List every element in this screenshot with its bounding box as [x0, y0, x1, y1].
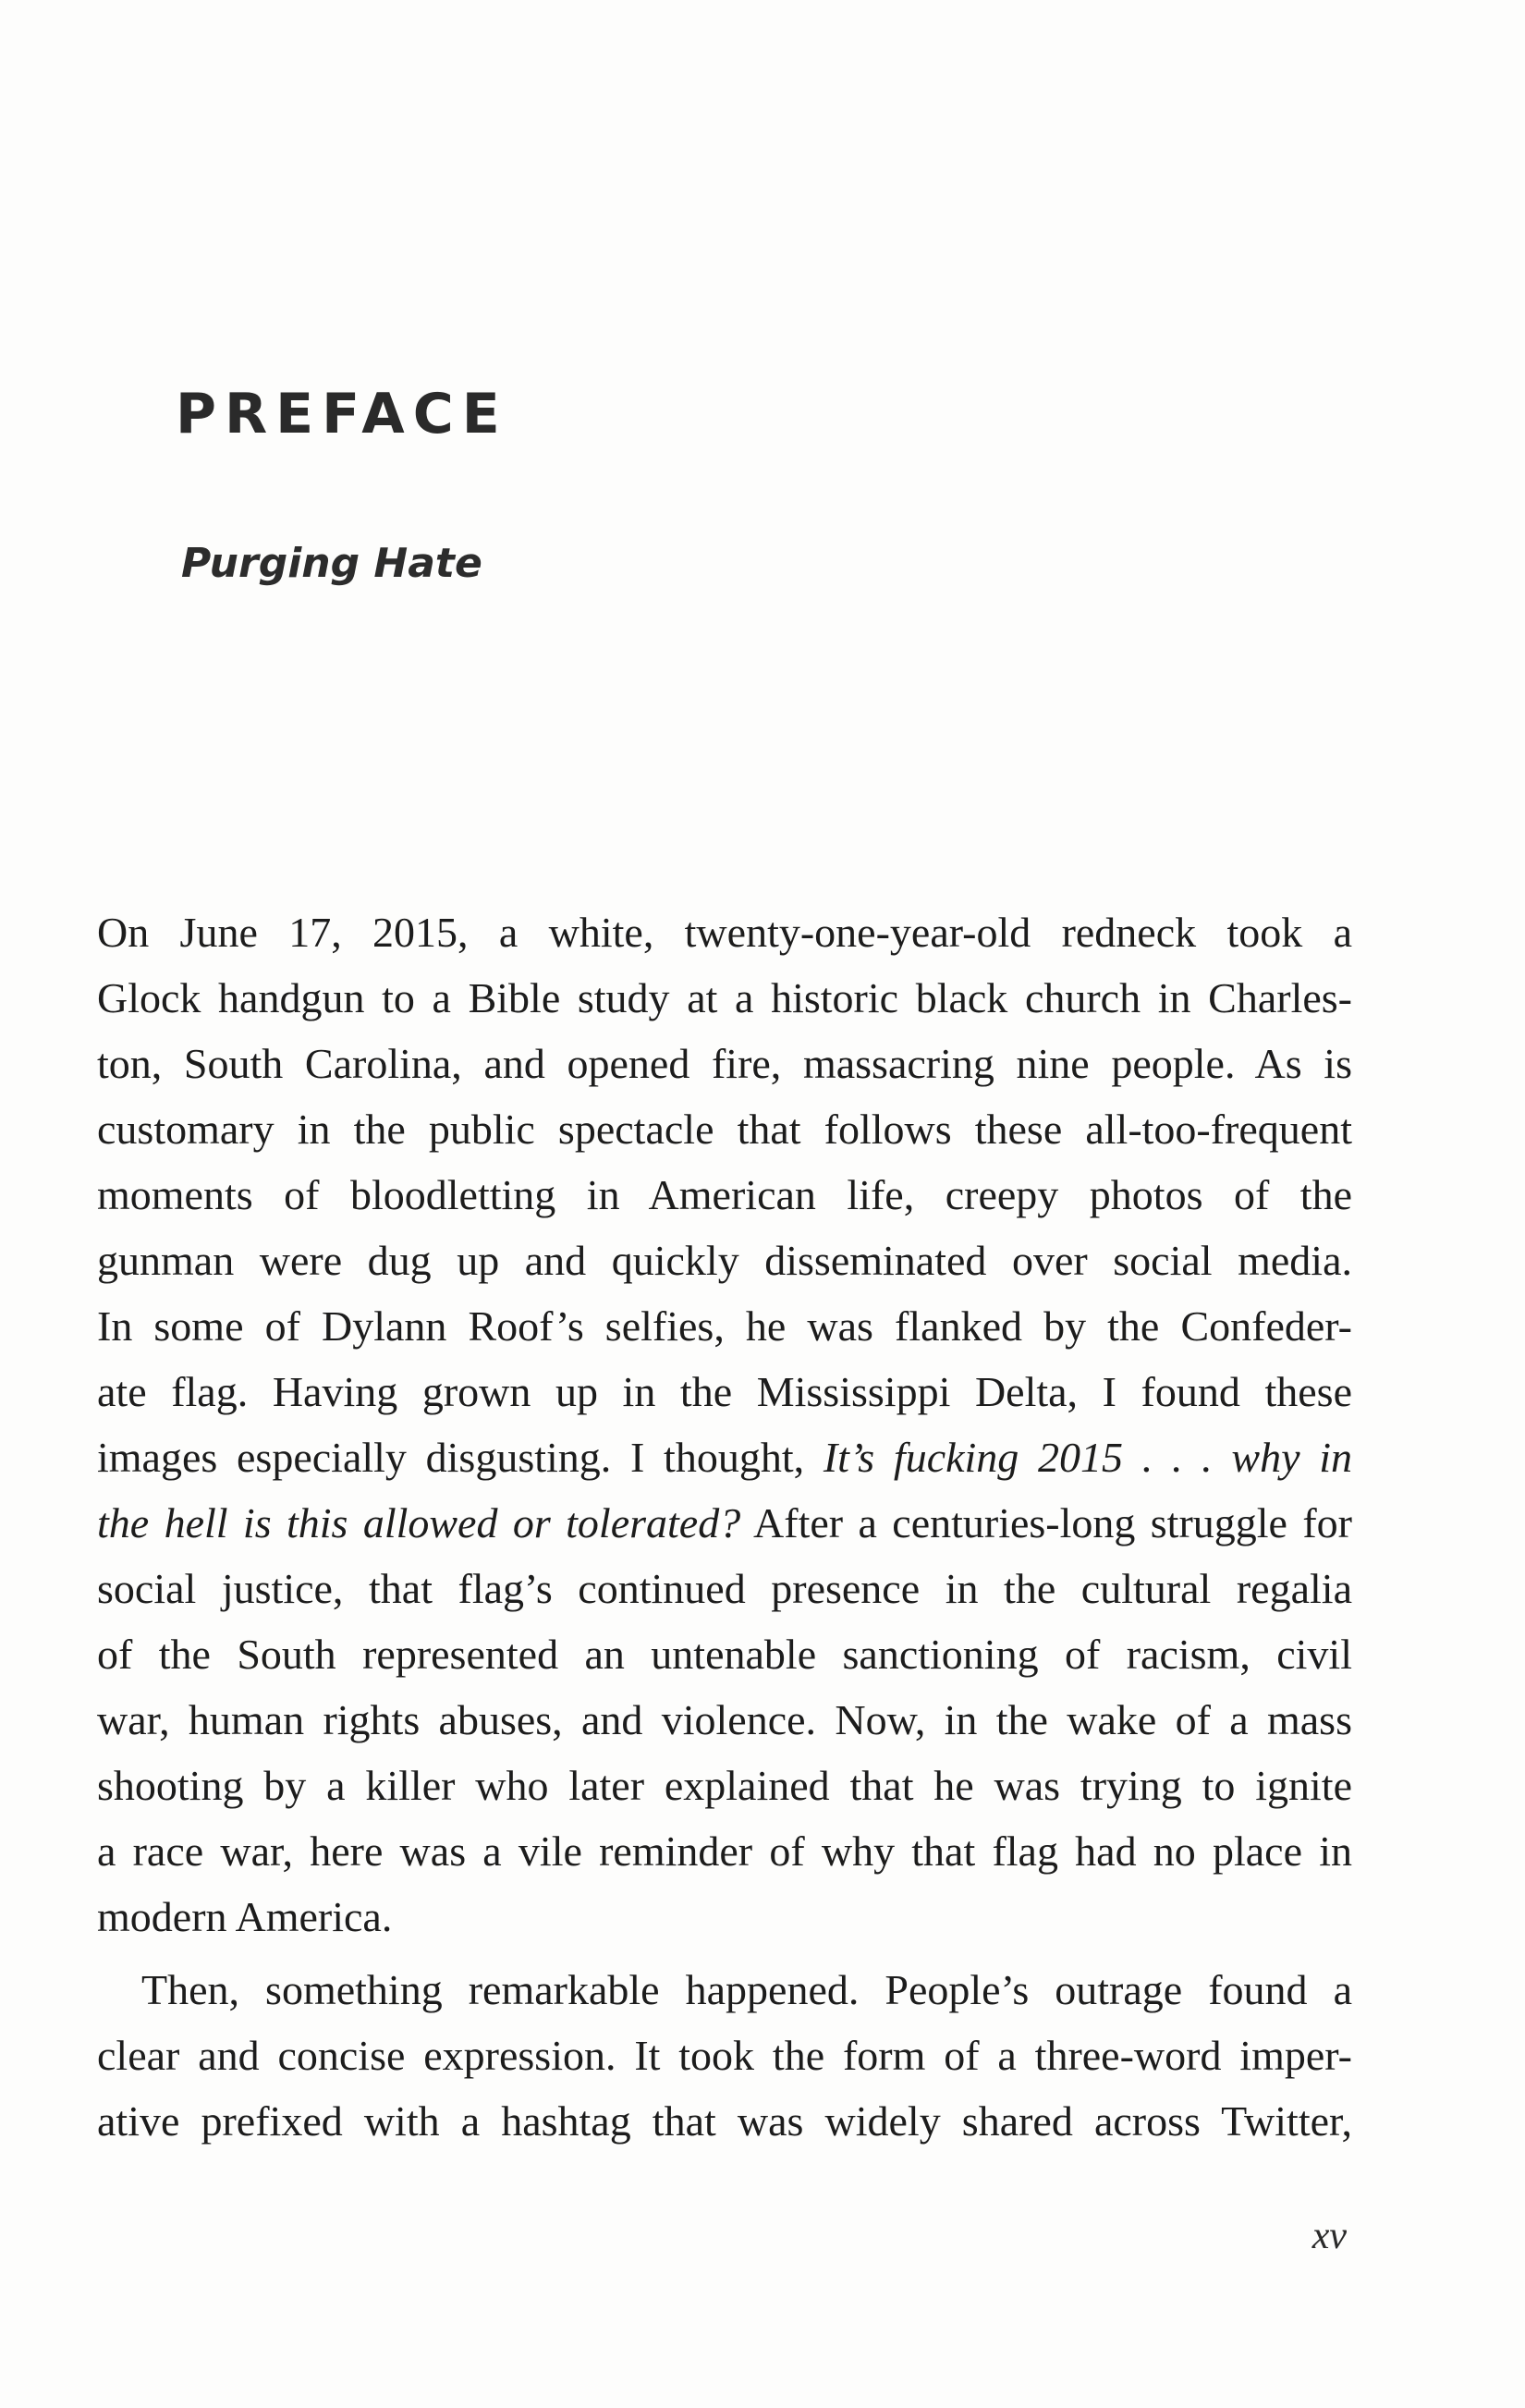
body-text: [97, 899, 1352, 2154]
text-line: customary in the public spectacle that follows these all-too-frequent: [97, 1106, 1352, 1153]
text-line: a race war, here was a vile reminder of why that flag had no place in: [97, 1827, 1352, 1875]
text-line: Glock handgun to a Bible study at a historic black church in Charles-: [97, 974, 1352, 1021]
text-line: shooting by a killer who later explained that he was trying to ignite: [97, 1762, 1352, 1809]
page-number: xv: [1312, 2215, 1347, 2257]
text-line: clear and concise expression. It took the form of a three-word imper-: [97, 2032, 1352, 2079]
text-line: On June 17, 2015, a white, twenty-one-year-old redneck took a: [97, 909, 1352, 956]
text-line: of the South represented an untenable sanctioning of racism, civil: [97, 1631, 1352, 1678]
text-line: ate flag. Having grown up in the Mississippi Delta, I found these: [97, 1368, 1352, 1415]
line-9-start: images especially disgusting. I thought,: [97, 1434, 824, 1481]
text-line-mixed: [97, 1424, 1352, 1490]
text-line: In some of Dylann Roof’s selfies, he was flanked by the Confeder-: [97, 1302, 1352, 1350]
chapter-subtitle: Purging Hate: [181, 540, 482, 587]
italic-thought-part-1: It’s fucking 2015 . . . why in: [823, 1434, 1352, 1481]
chapter-label: PREFACE: [176, 382, 508, 446]
text-line: war, human rights abuses, and violence. Now, in the wake of a mass: [97, 1696, 1352, 1743]
text-line: modern America.: [97, 1893, 393, 1940]
text-line: gunman were dug up and quickly disseminated over social media.: [97, 1237, 1352, 1284]
text-line: Then, something remarkable happened. People’s outrage found a: [141, 1966, 1352, 2013]
text-line: ative prefixed with a hashtag that was widely shared across Twitter,: [97, 2097, 1352, 2145]
text-line: moments of bloodletting in American life, creepy photos of the: [97, 1171, 1352, 1218]
text-line-mixed: [97, 1490, 1352, 1556]
italic-thought-part-2: the hell is this allowed or tolerated?: [97, 1499, 741, 1546]
text-line: social justice, that flag’s continued presence in the cultural regalia: [97, 1565, 1352, 1612]
paragraph-1: [97, 899, 1352, 1950]
text-line: ton, South Carolina, and opened fire, massacring nine people. As is: [97, 1040, 1352, 1087]
line-10-end: After a centuries-long struggle for: [740, 1499, 1352, 1546]
paragraph-2: [97, 1957, 1352, 2154]
